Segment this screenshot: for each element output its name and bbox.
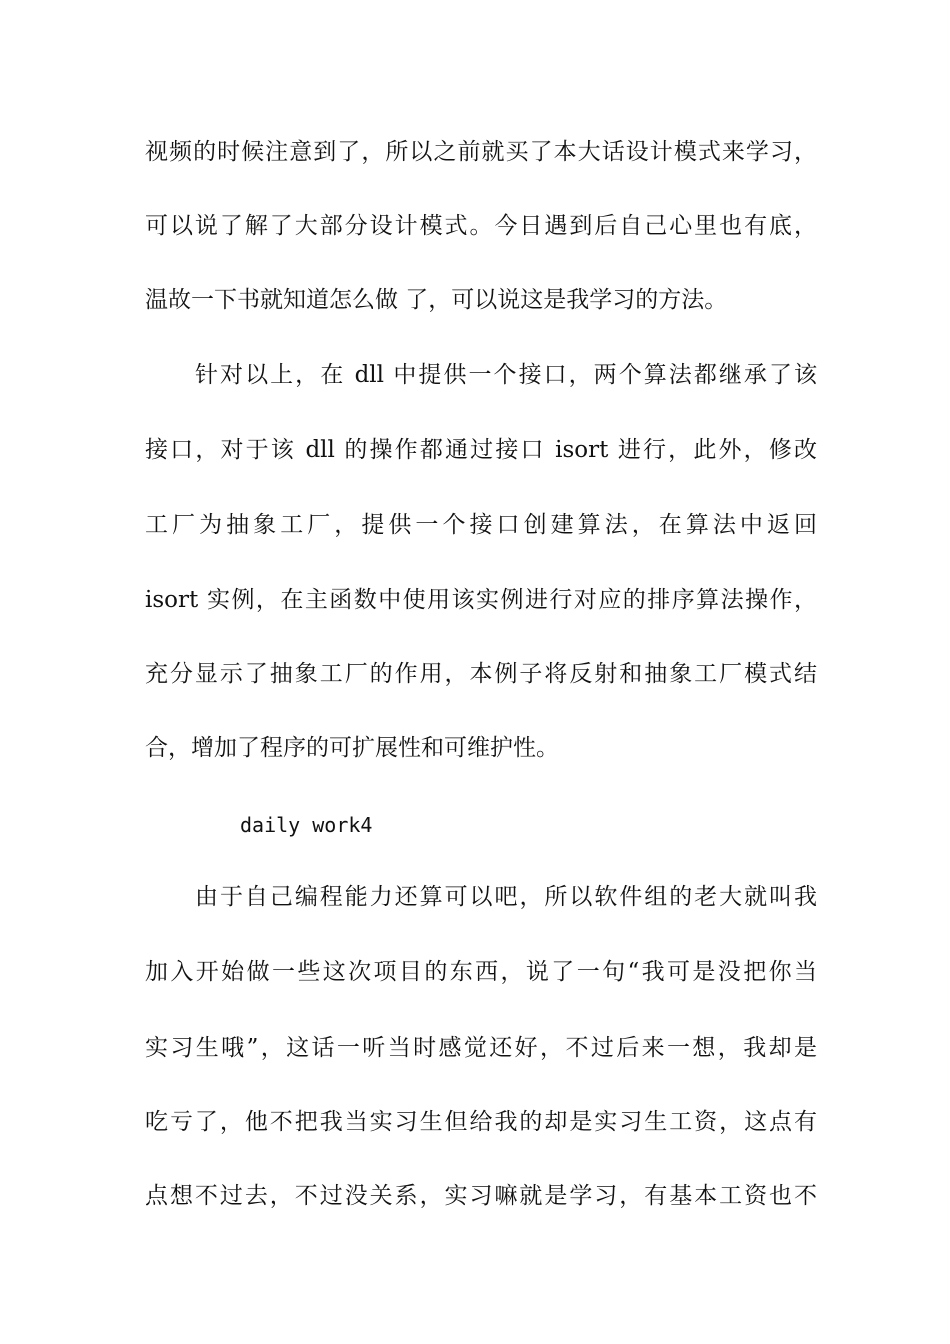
text-line: 可以说了解了大部分设计模式。今日遇到后自己心里也有底， xyxy=(145,213,817,239)
text-line: 合，增加了程序的可扩展性和可维护性。 xyxy=(145,735,559,761)
text-line: 加入开始做一些这次项目的东西，说了一句“我可是没把你当 xyxy=(145,959,817,985)
text-line: 点想不过去，不过没关系，实习嘛就是学习，有基本工资也不 xyxy=(145,1183,817,1209)
paragraph-start-line: 由于自己编程能力还算可以吧，所以软件组的老大就叫我 xyxy=(195,884,817,910)
text-line: 温故一下书就知道怎么做 了，可以说这是我学习的方法。 xyxy=(145,287,728,313)
text-line: 吃亏了，他不把我当实习生但给我的却是实习生工资，这点有 xyxy=(145,1109,817,1135)
paragraph-start-line: 针对以上，在 dll 中提供一个接口，两个算法都继承了该 xyxy=(195,362,817,388)
text-line: 工厂为抽象工厂，提供一个接口创建算法，在算法中返回 xyxy=(145,512,817,538)
text-line: 接口，对于该 dll 的操作都通过接口 isort 进行，此外，修改 xyxy=(145,437,817,463)
text-line: isort 实例，在主函数中使用该实例进行对应的排序算法操作， xyxy=(145,587,817,613)
section-heading: daily work4 xyxy=(240,813,373,837)
text-line: 实习生哦”，这话一听当时感觉还好，不过后来一想，我却是 xyxy=(145,1035,817,1061)
text-line: 充分显示了抽象工厂的作用，本例子将反射和抽象工厂模式结 xyxy=(145,661,817,687)
text-line: 视频的时候注意到了，所以之前就买了本大话设计模式来学习， xyxy=(145,139,817,165)
